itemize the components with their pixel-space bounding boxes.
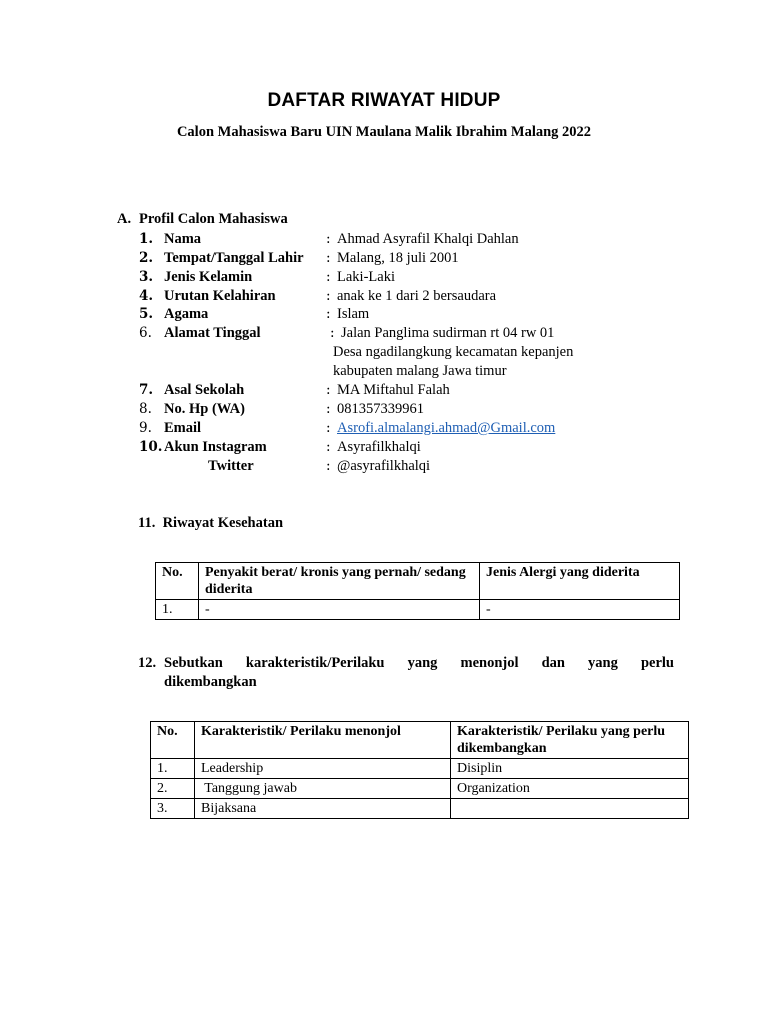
- field-number: 3.: [139, 269, 154, 285]
- table-header-cell: Karakteristik/ Perilaku yang perlu dikembangkan: [451, 722, 689, 759]
- document-title: DAFTAR RIWAYAT HIDUP: [267, 90, 501, 111]
- field-colon: :: [326, 288, 331, 304]
- section-12-number: 12.: [138, 655, 157, 671]
- field-value: Islam: [337, 306, 370, 322]
- field-value: MA Miftahul Falah: [337, 382, 450, 398]
- field-number: 5.: [139, 306, 154, 322]
- field-colon: :: [326, 231, 331, 247]
- field-colon: :: [326, 420, 331, 436]
- field-value: Malang, 18 juli 2001: [337, 250, 459, 266]
- field-value: Laki-Laki: [337, 269, 395, 285]
- field-label: Asal Sekolah: [164, 382, 245, 398]
- table-header-row: [151, 722, 689, 759]
- field-label: Agama: [164, 306, 209, 322]
- field-colon: :: [326, 439, 331, 455]
- table-cell: Organization: [451, 779, 689, 799]
- field-value: Ahmad Asyrafil Khalqi Dahlan: [337, 231, 519, 247]
- table-header-cell: No.: [156, 563, 199, 600]
- address-line-2: Desa ngadilangkung kecamatan kepanjen: [333, 344, 574, 360]
- field-value: 081357339961: [337, 401, 424, 417]
- field-colon: :: [326, 306, 331, 322]
- table-header-row: [156, 563, 680, 600]
- field-number: 10.: [139, 439, 163, 455]
- field-label: Urutan Kelahiran: [164, 288, 276, 304]
- section-a-heading: [117, 211, 288, 228]
- table-cell: 3.: [151, 799, 195, 819]
- table-cell: Disiplin: [451, 759, 689, 779]
- table-cell: -: [480, 600, 680, 620]
- table-header-cell: No.: [151, 722, 195, 759]
- table-cell: Tanggung jawab: [195, 779, 451, 799]
- section-a-title: Profil Calon Mahasiswa: [139, 211, 288, 227]
- field-number: 2.: [139, 250, 154, 266]
- table-header-cell: Penyakit berat/ kronis yang pernah/ sedang diderita: [199, 563, 480, 600]
- table-cell: 1.: [151, 759, 195, 779]
- field-label: Nama: [164, 231, 202, 247]
- field-label: Jenis Kelamin: [164, 269, 253, 285]
- field-label: Akun Instagram: [164, 439, 267, 455]
- table-row: [156, 600, 680, 620]
- table-row: [151, 759, 689, 779]
- field-label: Alamat Tinggal: [164, 325, 261, 341]
- email-link[interactable]: Asrofi.almalangi.ahmad@Gmail.com: [337, 420, 556, 436]
- table-cell: Leadership: [195, 759, 451, 779]
- field-label: Twitter: [208, 458, 254, 474]
- field-colon: :: [326, 269, 331, 285]
- section-11-heading: [138, 515, 283, 532]
- field-label: Tempat/Tanggal Lahir: [164, 250, 304, 266]
- field-value: Asyrafilkhalqi: [337, 439, 421, 455]
- field-colon: :: [326, 382, 331, 398]
- table-cell: Bijaksana: [195, 799, 451, 819]
- field-number: 4.: [139, 288, 154, 304]
- section-12-heading-line2: dikembangkan: [164, 674, 257, 690]
- field-colon: :: [326, 401, 331, 417]
- address-line-3: kabupaten malang Jawa timur: [333, 363, 507, 379]
- table-row: [151, 799, 689, 819]
- table-cell: [451, 799, 689, 819]
- field-value: anak ke 1 dari 2 bersaudara: [337, 288, 497, 304]
- table-header-cell: Jenis Alergi yang diderita: [480, 563, 680, 600]
- field-number: 8.: [139, 401, 152, 417]
- section-11-title: Riwayat Kesehatan: [162, 515, 284, 531]
- table-header-cell: Karakteristik/ Perilaku menonjol: [195, 722, 451, 759]
- field-value: @asyrafilkhalqi: [337, 458, 431, 474]
- section-a-letter: A.: [117, 211, 132, 227]
- table-row: [151, 779, 689, 799]
- section-11-number: 11.: [138, 515, 156, 531]
- field-number: 6.: [139, 325, 152, 341]
- table-cell: -: [199, 600, 480, 620]
- characteristics-table: [150, 721, 689, 819]
- field-label: Email: [164, 420, 202, 436]
- field-number: 9.: [139, 420, 152, 436]
- document-subtitle: Calon Mahasiswa Baru UIN Maulana Malik Ibrahim Malang 2022: [176, 124, 592, 140]
- field-number: 1.: [139, 231, 154, 247]
- field-number: 7.: [139, 382, 154, 398]
- table-cell: 2.: [151, 779, 195, 799]
- field-label: No. Hp (WA): [164, 401, 245, 417]
- table-cell: 1.: [156, 600, 199, 620]
- field-colon: :: [326, 250, 331, 266]
- field-colon: :: [330, 325, 335, 341]
- field-colon: :: [326, 458, 331, 474]
- field-value: Jalan Panglima sudirman rt 04 rw 01: [341, 325, 555, 341]
- section-12-heading-line1: Sebutkan karakteristik/Perilaku yang menonjol dan yang perlu: [164, 655, 674, 671]
- health-table: [155, 562, 680, 620]
